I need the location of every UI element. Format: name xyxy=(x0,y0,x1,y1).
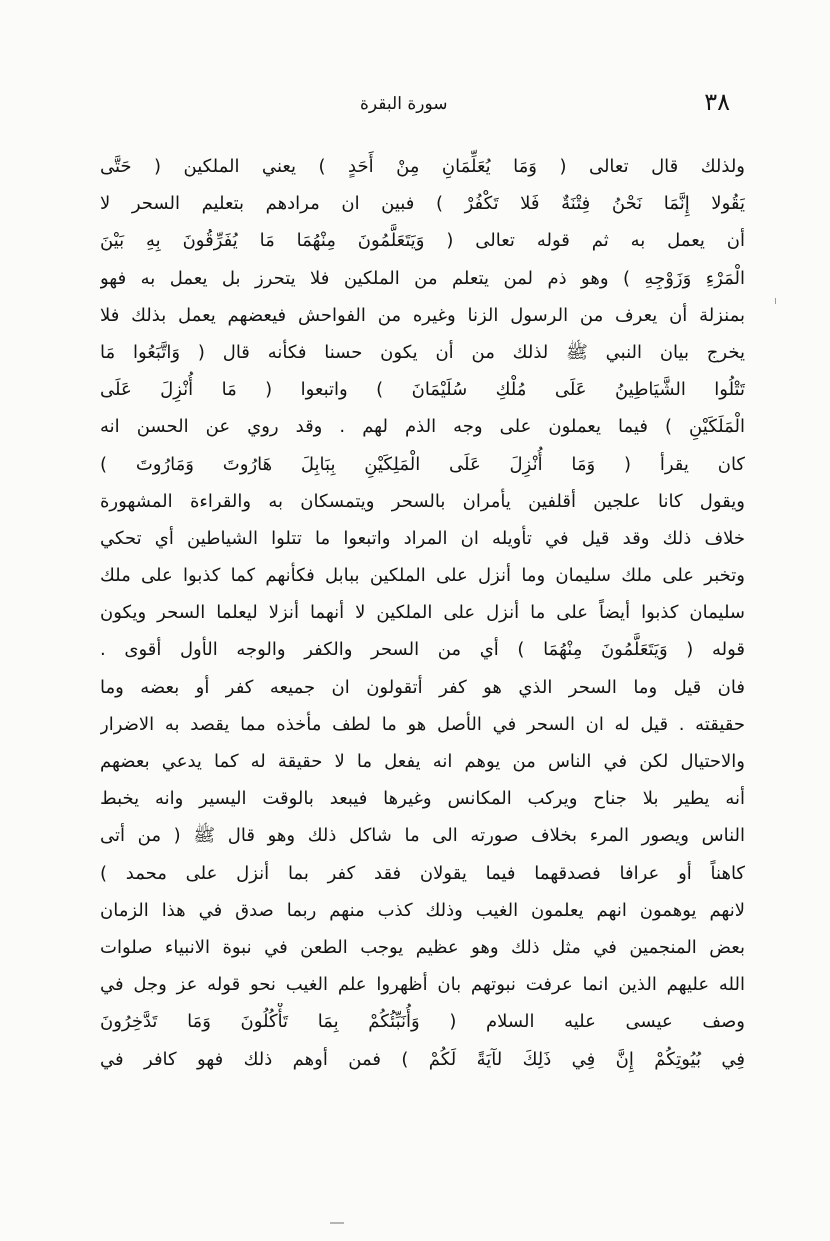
text-line: الْمَلَكَيْنِ ) فيما يعملون على وجه الذم لهم . وقد روي عن الحسن انه xyxy=(100,416,745,438)
text-line: الْمَرْءِ وَزَوْجِهِ ) وهو ذم لمن يتعلم من الملكين فلا يتحرز بل يعمل به فهو xyxy=(100,267,745,289)
text-line: يخرج بيان النبي ﷺ لذلك من أن يكون حسنا فكأنه قال ( وَاتَّبَعُوا مَا xyxy=(100,341,745,363)
surah-title: سورة البقرة xyxy=(360,94,448,114)
text-line: وتخبر على ملك سليمان وما أنزل على الملكين ببابل فكأنهم كما كذبوا على ملك xyxy=(100,565,745,587)
text-line: والاحتيال لكن في الناس من يوهم انه يفعل ما لا حقيقة له كما يدعي بعضهم xyxy=(100,751,745,772)
bottom-speck xyxy=(330,1222,344,1224)
text-line: تَتْلُوا الشَّيَاطِينُ عَلَى مُلْكِ سُلَيْمَانَ ) واتبعوا ( مَا أُنْزِلَ عَلَى xyxy=(100,379,745,401)
text-line: ويقول كانا علجين أقلفين يأمران بالسحر ويتمسكان به والقراءة المشهورة xyxy=(100,490,745,512)
text-line: ولذلك قال تعالى ( وَمَا يُعَلِّمَانِ مِنْ أَحَدٍ ) يعني الملكين ( حَتَّى xyxy=(100,156,745,177)
text-line: أن يعمل به ثم قوله تعالى ( وَيَتَعَلَّمُونَ مِنْهُمَا مَا يُفَرِّقُونَ بِهِ بَيْنَ xyxy=(100,230,745,252)
text-line: بمنزلة أن يعرف من الرسول الزنا وغيره من الفواحش فيعضهم يعمل بذلك فلا xyxy=(100,304,745,326)
page-header xyxy=(100,88,730,128)
text-line: لانهم يوهمون انهم يعلمون الغيب وذلك كذب منهم ربما صدق في هذا الزمان xyxy=(100,899,745,921)
text-line: سليمان كذبوا أيضاً على ما أنزل على الملكين لا أنهما أنزلا ليعلما السحر ويكون xyxy=(100,602,745,624)
text-line: كان يقرأ ( وَمَا أُنْزِلَ عَلَى الْمَلِكَيْنِ بِبَابِلَ هَارُوتَ وَمَارُوتَ ) xyxy=(100,453,745,475)
text-line: أنه يطير بلا جناح ويركب المكانس وغيرها فيبعد بالوقت اليسير وانه يخبط xyxy=(100,788,745,810)
text-line: بعض المنجمين في مثل ذلك وهو عظيم يوجب الطعن في نبوة الانبياء صلوات xyxy=(100,936,745,958)
text-line: كاهناً أو عرافا فصدقهما فيما يقولان فقد كفر بما أنزل على محمد ) xyxy=(100,862,745,884)
body-text xyxy=(100,148,745,1078)
text-line: خلاف ذلك وقد قيل في تأويله ان المراد واتبعوا ما تتلوا الشياطين أي تحكي xyxy=(100,527,745,549)
text-line: الله عليهم الذين انما عرفت نبوتهم بان أظهروا علم الغيب نحو قوله عز وجل في xyxy=(100,974,745,996)
text-line: قوله ( وَيَتَعَلَّمُونَ مِنْهُمَا ) أي من السحر والكفر والوجه الأول أقوى . xyxy=(100,639,745,661)
text-line: فان قيل وما السحر الذي هو كفر أتقولون ان جميعه كفر أو بعضه وما xyxy=(100,676,745,698)
text-line: وصف عيسى عليه السلام ( وَأُنَبِّئُكُمْ بِمَا تَأْكُلُونَ وَمَا تَدَّخِرُونَ xyxy=(100,1011,745,1033)
text-line: يَقُولا إِنَّمَا نَحْنُ فِتْنَةٌ فَلا تَكْفُرْ ) فبين ان مرادهم بتعليم السحر لا xyxy=(100,193,745,215)
page-number: ٣٨ xyxy=(704,88,730,116)
text-line: حقيقته . قيل له ان السحر في الأصل هو ما لطف مأخذه مما يقصد به الاضرار xyxy=(100,713,745,735)
text-line: الناس ويصور المرء بخلاف صورته الى ما شاكل ذلك وهو قال ﷺ ( من أتى xyxy=(100,825,745,847)
margin-speck xyxy=(775,298,776,304)
text-line: فِي بُيُوتِكُمْ إِنَّ فِي ذَلِكَ لآيَةً لَكُمْ ) فمن أوهم ذلك فهو كافر في xyxy=(100,1048,745,1070)
